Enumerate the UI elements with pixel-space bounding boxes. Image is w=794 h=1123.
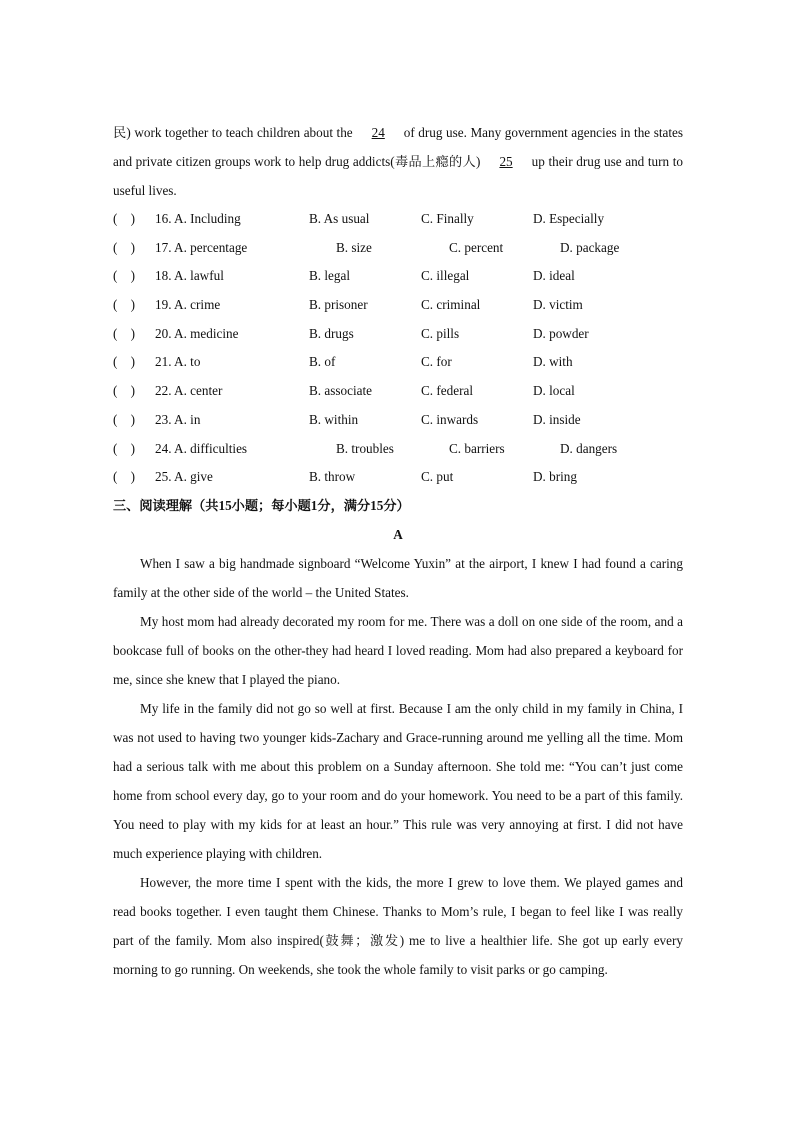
question-row <box>113 348 683 377</box>
option-d: D. local <box>533 383 575 399</box>
passage-paragraph: However, the more time I spent with the kids, the more I grew to love them. We played games and read books together. I even taught them Chinese. Thanks to Mom’s rule, I began to feel like I was really part of the family. Mom also inspired(鼓舞；激发) me to live a healthier life. She got up early every morning to go running. On weekends, she took the whole family to visit parks or go camping. <box>113 874 683 977</box>
option-d: D. dangers <box>560 440 618 456</box>
option-b: B. throw <box>309 469 356 485</box>
option-d: D. Especially <box>533 211 605 226</box>
option-c: C. put <box>421 469 454 485</box>
option-b: B. legal <box>309 268 351 284</box>
option-b: B. drugs <box>309 325 354 341</box>
option-d: D. ideal <box>533 268 575 284</box>
option-c: C. criminal <box>421 297 481 313</box>
passage-paragraph: My life in the family did not go so well at first. Because I am the only child in my family in China, I was not used to having two younger kids-Zachary and Grace-running around me yelling all the time. Mom had a serious talk with me about this problem on a Sunday afternoon. She told me: “You can’t just come home from school every day, go to your room and do your homework. You need to be a part of this family. You need to play with my kids for at least an hour.” This rule was very annoying at first. I did not have much experience playing with children. <box>113 700 683 861</box>
option-b: B. of <box>309 354 336 370</box>
question-row <box>113 435 683 464</box>
option-c: C. for <box>421 354 452 370</box>
option-a: 19. A. crime <box>155 297 221 313</box>
option-c: C. Finally <box>421 211 474 226</box>
answer-bracket[interactable]: ( ) <box>113 469 135 485</box>
option-d: D. inside <box>533 411 581 427</box>
question-row <box>113 377 683 406</box>
option-d: D. powder <box>533 325 589 341</box>
answer-bracket[interactable]: ( ) <box>113 354 135 370</box>
passage-paragraph: When I saw a big handmade signboard “Welcome Yuxin” at the airport, I knew I had found a caring family at the other side of the world – the United States. <box>113 555 683 600</box>
option-a: 25. A. give <box>155 469 213 485</box>
answer-bracket[interactable]: ( ) <box>113 383 135 399</box>
question-row <box>113 234 683 263</box>
blank-25: 25 <box>499 154 513 169</box>
answer-bracket[interactable]: ( ) <box>113 239 135 255</box>
passage-paragraph: My host mom had already decorated my room for me. There was a doll on one side of the room, and a bookcase full of books on the other-they had heard I loved reading. Mom had also prepared a keyboard for me, since she knew that I played the piano. <box>113 613 683 687</box>
blank-24: 24 <box>371 125 385 140</box>
option-a: 23. A. in <box>155 411 201 427</box>
option-b: B. prisoner <box>309 297 368 313</box>
option-c: C. pills <box>421 325 460 341</box>
question-row <box>113 406 683 435</box>
option-a: 22. A. center <box>155 383 223 399</box>
option-c: C. federal <box>421 383 473 399</box>
question-row <box>113 205 683 234</box>
intro-text-end: up their drug use and turn to useful lives. <box>113 154 684 198</box>
question-row <box>113 262 683 291</box>
option-a: 18. A. lawful <box>155 268 224 284</box>
option-b: B. within <box>309 411 359 427</box>
document-page <box>113 118 683 984</box>
option-d: D. with <box>533 354 573 370</box>
option-c: C. inwards <box>421 411 479 427</box>
option-b: B. size <box>336 239 372 255</box>
option-a: 21. A. to <box>155 354 201 370</box>
option-c: C. percent <box>449 239 504 255</box>
option-b: B. troubles <box>336 440 394 456</box>
intro-text-start: 民) work together to teach children about the <box>113 125 353 140</box>
intro-text-middle: of drug use. Many government agencies in the states and private citizen groups work to help drug addicts(毒品上瘾的人) <box>113 125 683 169</box>
option-d: D. bring <box>533 469 577 485</box>
answer-bracket[interactable]: ( ) <box>113 297 135 313</box>
option-a: 24. A. difficulties <box>155 440 248 456</box>
intro-paragraph <box>113 118 683 205</box>
option-a: 20. A. medicine <box>155 325 239 341</box>
option-d: D. package <box>560 239 620 255</box>
option-c: C. barriers <box>449 440 505 456</box>
option-b: B. associate <box>309 383 372 399</box>
passage-label: A <box>393 526 403 542</box>
question-row <box>113 463 683 492</box>
answer-bracket[interactable]: ( ) <box>113 440 135 456</box>
section-title: 三、阅读理解（共15小题；每小题1分，满分15分） <box>113 497 410 513</box>
option-c: C. illegal <box>421 268 470 284</box>
option-a: 17. A. percentage <box>155 239 248 255</box>
answer-bracket[interactable]: ( ) <box>113 268 135 284</box>
question-row <box>113 291 683 320</box>
option-b: B. As usual <box>309 211 370 226</box>
answer-bracket[interactable]: ( ) <box>113 211 135 226</box>
option-d: D. victim <box>533 297 583 313</box>
cloze-options-list <box>113 205 683 492</box>
option-a: 16. A. Including <box>155 211 241 226</box>
answer-bracket[interactable]: ( ) <box>113 411 135 427</box>
answer-bracket[interactable]: ( ) <box>113 325 135 341</box>
question-row <box>113 320 683 349</box>
